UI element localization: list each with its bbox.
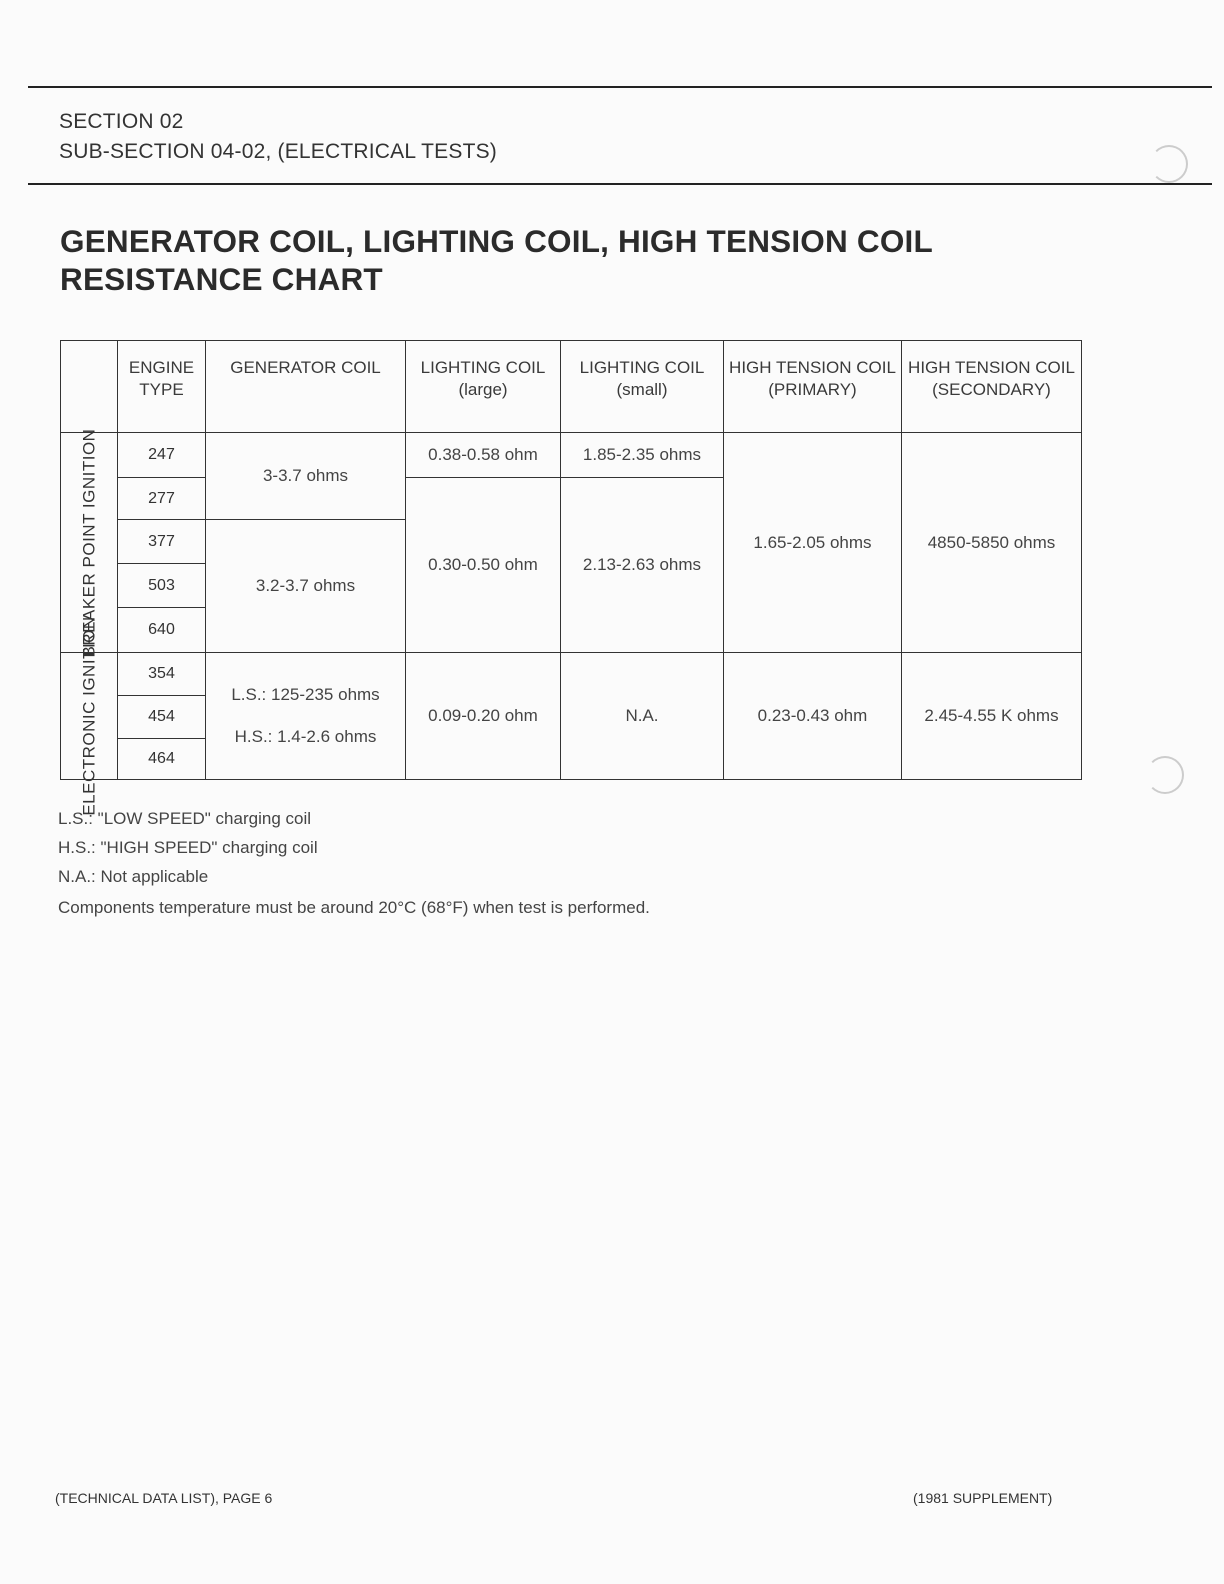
column-header: ENGINE TYPE — [118, 341, 206, 433]
engine-type-cell: 247 — [118, 433, 206, 478]
corner-cell — [61, 341, 118, 433]
column-header: LIGHTING COIL (small) — [561, 341, 724, 433]
section-label: SECTION 02 — [59, 110, 184, 133]
note-hs: H.S.: "HIGH SPEED" charging coil — [58, 838, 318, 857]
engine-type-cell: 464 — [118, 739, 206, 780]
note-na: N.A.: Not applicable — [58, 867, 209, 886]
header-top-rule — [28, 86, 1212, 88]
column-header: HIGH TENSION COIL (PRIMARY) — [724, 341, 902, 433]
punch-hole-mark — [1146, 756, 1184, 794]
note-ls: L.S.: "LOW SPEED" charging coil — [58, 809, 311, 828]
generator-coil-cell — [206, 653, 406, 780]
group-label-cell — [61, 616, 118, 816]
column-header: HIGH TENSION COIL (SECONDARY) — [902, 341, 1082, 433]
lighting-small-cell: N.A. — [561, 653, 724, 780]
punch-hole-mark — [1150, 145, 1188, 183]
engine-type-cell: 277 — [118, 478, 206, 520]
ht-primary-cell: 0.23-0.43 ohm — [724, 653, 902, 780]
table-row — [61, 433, 1082, 478]
column-header: LIGHTING COIL (large) — [406, 341, 561, 433]
header-bottom-rule — [28, 183, 1212, 185]
subsection-label: SUB-SECTION 04-02, (ELECTRICAL TESTS) — [59, 140, 498, 163]
column-header: GENERATOR COIL — [206, 341, 406, 433]
ht-secondary-cell: 2.45-4.55 K ohms — [902, 653, 1082, 780]
table-header-row — [61, 341, 1082, 433]
ht-secondary-cell: 4850-5850 ohms — [902, 433, 1082, 653]
engine-type-cell: 454 — [118, 696, 206, 739]
lighting-large-cell: 0.38-0.58 ohm — [406, 433, 561, 478]
generator-coil-cell: 3.2-3.7 ohms — [206, 520, 406, 653]
group-label-electronic: ELECTRONIC IGNITION — [79, 616, 99, 816]
lighting-large-cell: 0.30-0.50 ohm — [406, 478, 561, 653]
resistance-chart-table — [60, 340, 1082, 816]
note-temperature: Components temperature must be around 20°C (68°F) when test is performed. — [58, 898, 650, 917]
page-title: GENERATOR COIL, LIGHTING COIL, HIGH TENSION COIL RESISTANCE CHART — [60, 223, 933, 297]
generator-coil-cell: 3-3.7 ohms — [206, 433, 406, 520]
generator-coil-hs: H.S.: 1.4-2.6 ohms — [234, 727, 377, 746]
footer-right: (1981 SUPPLEMENT) — [913, 1490, 1053, 1506]
table-row — [61, 653, 1082, 696]
lighting-large-cell: 0.09-0.20 ohm — [406, 653, 561, 780]
lighting-small-cell: 2.13-2.63 ohms — [561, 478, 724, 653]
engine-type-cell: 640 — [118, 608, 206, 653]
engine-type-cell: 377 — [118, 520, 206, 564]
footer-left: (TECHNICAL DATA LIST), PAGE 6 — [55, 1490, 273, 1506]
lighting-small-cell: 1.85-2.35 ohms — [561, 433, 724, 478]
generator-coil-ls: L.S.: 125-235 ohms — [231, 685, 380, 704]
engine-type-cell: 503 — [118, 564, 206, 608]
group-label-breaker-point: BREAKER POINT IGNITION — [79, 428, 99, 657]
engine-type-cell: 354 — [118, 653, 206, 696]
ht-primary-cell: 1.65-2.05 ohms — [724, 433, 902, 653]
